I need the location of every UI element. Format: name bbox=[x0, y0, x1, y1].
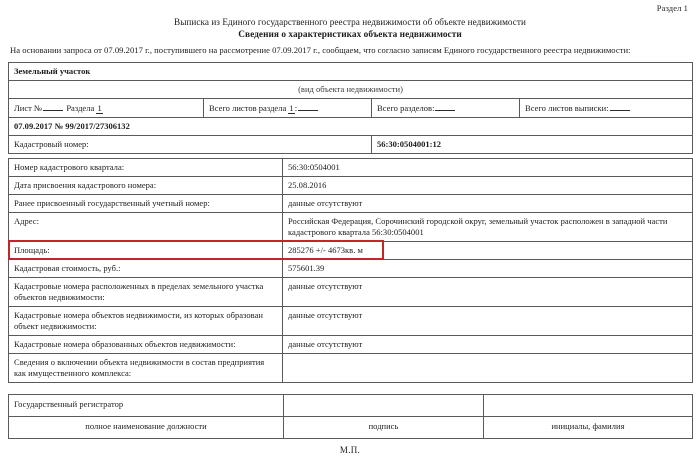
registrar-initials-field[interactable] bbox=[484, 394, 693, 416]
characteristic-label: Адрес: bbox=[9, 212, 283, 241]
object-type-value: Земельный участок bbox=[9, 62, 693, 80]
table-row bbox=[9, 194, 693, 212]
registrar-title: Государственный регистратор bbox=[9, 394, 284, 416]
table-row bbox=[9, 158, 693, 176]
characteristic-label: Дата присвоения кадастрового номера: bbox=[9, 176, 283, 194]
sheet-number-blank bbox=[43, 102, 63, 111]
object-type-caption: (вид объекта недвижимости) bbox=[9, 80, 693, 98]
table-row bbox=[9, 306, 693, 335]
characteristic-value: 575601.39 bbox=[283, 259, 693, 277]
table-row bbox=[9, 212, 693, 241]
total-section-sheets-blank bbox=[298, 102, 318, 111]
sheet-number-cell bbox=[9, 98, 204, 117]
characteristic-label: Номер кадастрового квартала: bbox=[9, 158, 283, 176]
table-row bbox=[9, 394, 693, 416]
total-section-sheets-label: Всего листов раздела bbox=[209, 102, 287, 113]
total-sections-cell bbox=[372, 98, 520, 117]
intro-paragraph: На основании запроса от 07.09.2017 г., поступившего на рассмотрение 07.09.2017 г., сообщаем, что согласно записям Единого государственного реестра недвижимости: bbox=[10, 45, 631, 55]
characteristic-label: Кадастровая стоимость, руб.: bbox=[9, 259, 283, 277]
table-row bbox=[9, 98, 693, 117]
characteristic-value: данные отсутствуют bbox=[283, 277, 693, 306]
characteristic-label: Сведения о включении объекта недвижимости в состав предприятия как имущественного комплекса: bbox=[9, 353, 283, 382]
characteristic-value: 285276 +/- 4673кв. м bbox=[283, 241, 693, 259]
characteristic-value: данные отсутствуют bbox=[283, 306, 693, 335]
table-row bbox=[9, 176, 693, 194]
total-section-sheets-value: 1 bbox=[289, 102, 294, 113]
registrar-initials-caption: инициалы, фамилия bbox=[484, 416, 693, 438]
total-section-sheets-cell: Всего листов раздела 1: bbox=[204, 98, 372, 117]
table-row bbox=[9, 335, 693, 353]
registrar-position-caption: полное наименование должности bbox=[9, 416, 284, 438]
table-row bbox=[9, 62, 693, 80]
characteristic-value: Российская Федерация, Сорочинский городской округ, земельный участок расположен в западной части кадастрового квартала 56:30:0504001 bbox=[283, 212, 693, 241]
characteristic-label: Ранее присвоенный государственный учетный номер: bbox=[9, 194, 283, 212]
table-row bbox=[9, 241, 693, 259]
characteristic-label: Площадь: bbox=[9, 241, 283, 259]
document-title: Выписка из Единого государственного реестра недвижимости об объекте недвижимости bbox=[174, 17, 526, 27]
registrar-signature-field[interactable] bbox=[284, 394, 484, 416]
characteristic-value: 25.08.2016 bbox=[283, 176, 693, 194]
characteristic-label: Кадастровые номера расположенных в пределах земельного участка объектов недвижимости: bbox=[9, 277, 283, 306]
total-extract-sheets-label: Всего листов выписки: bbox=[525, 102, 609, 113]
total-extract-sheets-cell bbox=[520, 98, 693, 117]
cadastral-number-value: 56:30:0504001:12 bbox=[372, 135, 693, 153]
sheet-label: Лист № bbox=[14, 102, 43, 113]
table-row bbox=[9, 117, 693, 135]
characteristic-label: Кадастровые номера образованных объектов недвижимости: bbox=[9, 335, 283, 353]
stamp-mark: М.П. bbox=[339, 444, 361, 455]
characteristic-value: данные отсутствуют bbox=[283, 335, 693, 353]
table-row bbox=[9, 259, 693, 277]
section-label: Раздела bbox=[66, 102, 95, 113]
registrar-table bbox=[8, 394, 693, 439]
characteristic-label: Кадастровые номера объектов недвижимости, из которых образован объект недвижимости: bbox=[9, 306, 283, 335]
table-row bbox=[9, 353, 693, 382]
table-row bbox=[9, 80, 693, 98]
section-marker: Раздел 1 bbox=[656, 3, 688, 13]
table-row bbox=[9, 277, 693, 306]
characteristics-table bbox=[8, 158, 693, 383]
table-row bbox=[9, 135, 693, 153]
registrar-signature-caption: подпись bbox=[284, 416, 484, 438]
total-sections-label: Всего разделов: bbox=[377, 102, 435, 113]
document-number-value: 07.09.2017 № 99/2017/27306132 bbox=[9, 117, 693, 135]
characteristic-value: 56:30:0504001 bbox=[283, 158, 693, 176]
characteristic-value: данные отсутствуют bbox=[283, 194, 693, 212]
document-subtitle: Сведения о характеристиках объекта недвижимости bbox=[238, 30, 462, 40]
characteristic-value bbox=[283, 353, 693, 382]
total-extract-sheets-blank bbox=[610, 102, 630, 111]
table-row bbox=[9, 416, 693, 438]
total-sections-blank bbox=[435, 102, 455, 111]
object-identification-table bbox=[8, 62, 693, 154]
cadastral-number-label: Кадастровый номер: bbox=[9, 135, 372, 153]
section-value: 1 bbox=[97, 102, 102, 113]
